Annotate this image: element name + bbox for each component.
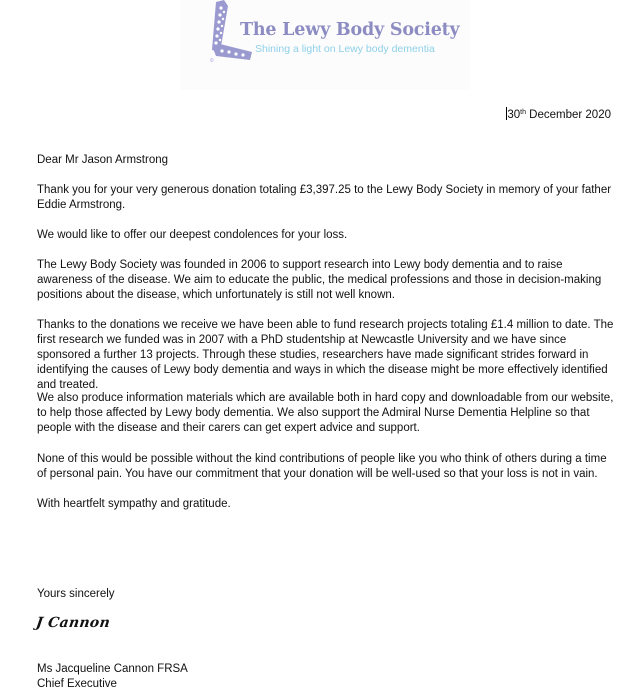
- paragraph-society-about: The Lewy Body Society was founded in 2006 to support research into Lewy body dementia and to raise awareness of the disease. We aim to educate the public, the medical professions and those in decision-making positions about the disease, which unfortunately is still not well known.: [37, 259, 602, 301]
- date-month-year: December 2020: [525, 109, 611, 121]
- date-day: 30: [507, 109, 521, 121]
- date-suffix: th: [520, 109, 526, 116]
- signatory-title: Chief Executive: [37, 678, 117, 690]
- closing: Yours sincerely: [37, 588, 115, 600]
- paragraph-research-funding: Thanks to the donations we receive we have been able to fund research projects totaling £1.4 million to date. The first research we funded was in 2007 with a PhD studentship at Newcastle University and we have since sponsored a further 13 projects. Through these studies, researchers have made significant strides forward in identifying the causes of Lewy body dementia and ways in which the disease might be more effectively identified and treated.: [37, 319, 614, 391]
- logo-tagline: Shining a light on Lewy body dementia: [255, 43, 435, 55]
- paragraph-information-materials: We also produce information materials which are available both in hard copy and downloadable from our website, to help those affected by Lewy body dementia. We also support the Admiral Nurse Dementia Helpline so that people with the disease and their carers can get expert advice and support.: [37, 392, 614, 434]
- signatory-name: Ms Jacqueline Cannon FRSA: [37, 663, 188, 675]
- letter-date[interactable]: [506, 107, 611, 121]
- logo-title: The Lewy Body Society: [240, 20, 460, 40]
- paragraph-commitment: None of this would be possible without the kind contributions of people like you who think of others during a time of personal pain. You have our commitment that your donation will be well-used so that your loss is not in vain.: [37, 453, 607, 480]
- svg-text:©: ©: [210, 58, 214, 64]
- paragraph-sympathy: With heartfelt sympathy and gratitude.: [37, 498, 231, 510]
- paragraph-condolences: We would like to offer our deepest condolences for your loss.: [37, 229, 348, 241]
- logo-banner: [180, 0, 470, 90]
- signature: J Cannon: [34, 615, 112, 631]
- salutation: Dear Mr Jason Armstrong: [37, 154, 169, 166]
- paragraph-donation-thanks: Thank you for your very generous donation totaling £3,397.25 to the Lewy Body Society in memory of your father Eddie Armstrong.: [37, 184, 612, 211]
